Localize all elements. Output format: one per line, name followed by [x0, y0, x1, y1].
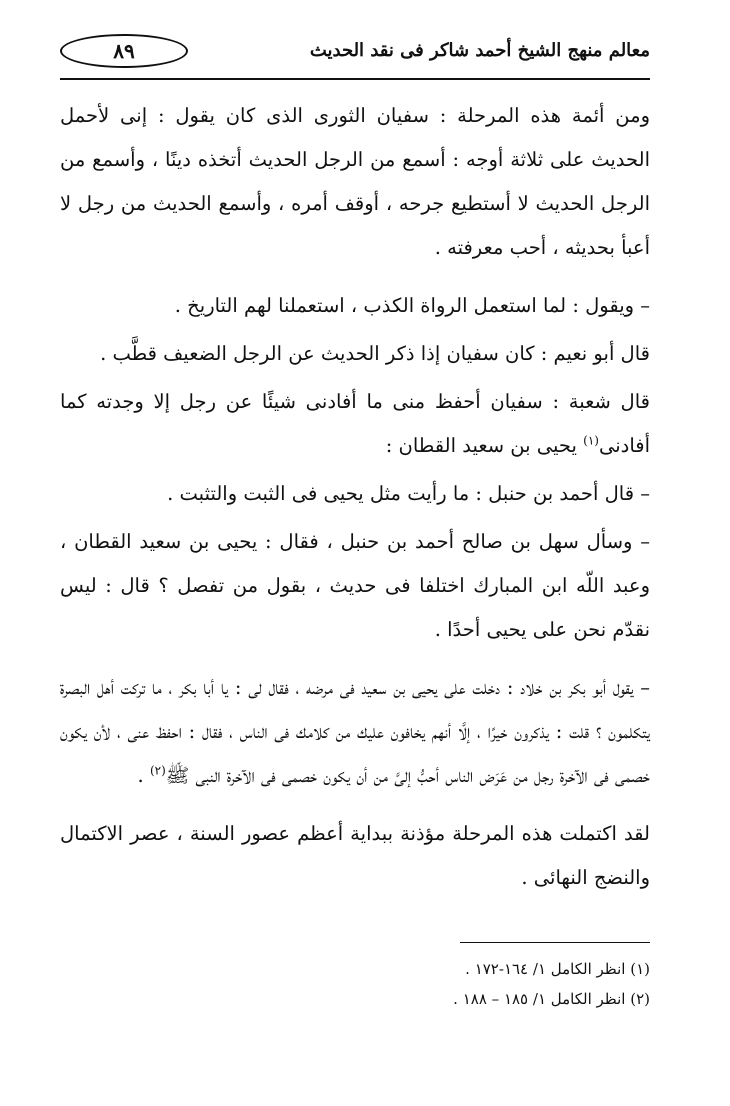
footnote-marker: (٢): [149, 763, 166, 778]
page-number: ٨٩: [60, 34, 188, 68]
paragraph: لقد اكتملت هذه المرحلة مؤذنة ببداية أعظم عصور السنة ، عصر الاكتمال والنضج النهائى .: [60, 822, 650, 889]
footnote-rule: [460, 942, 650, 943]
paragraph: [60, 380, 650, 468]
paragraph-text: .: [137, 764, 150, 787]
page-body: [60, 94, 650, 914]
paragraph-text: يحيى بن سعيد القطان :: [385, 434, 577, 457]
paragraph: – وسأل سهل بن صالح أحمد بن حنبل ، فقال : يحيى بن سعيد القطان ، وعبد اللّه ابن المبارك اختلفا فى حديث ، بقول من تفصل ؟ قال : ليس نقدّم نحن على يحيى أحدًا .: [60, 530, 650, 641]
header-rule: [60, 78, 650, 80]
footnote-marker: (١): [583, 433, 599, 448]
paragraph: قال أبو نعيم : كان سفيان إذا ذكر الحديث عن الرجل الضعيف قطَّب .: [100, 342, 650, 365]
paragraph: ومن أئمة هذه المرحلة : سفيان الثورى الذى كان يقول : إنى لأحمل الحديث على ثلاثة أوجه : أسمع من الرجل الحديث أتخذه دينًا ، وأسمع من الرجل الحديث لا أستطيع جرحه ، أوقف أمره ، وأسمع الحديث من رجل لا أعبأ بحديثه ، أحب معرفته .: [60, 104, 650, 259]
footnote: (٢) انظر الكامل ١/ ١٨٥ – ١٨٨ .: [453, 990, 650, 1008]
paragraph: – ويقول : لما استعمل الرواة الكذب ، استعملنا لهم التاريخ .: [174, 294, 650, 317]
paragraph-text: قال شعبة : سفيان أحفظ منى ما أفادنى شيئًا عن رجل إلا وجدته كما أفادنى: [60, 390, 650, 457]
footnote: (١) انظر الكامل ١/ ١٦٤-١٧٢ .: [465, 960, 650, 978]
footnotes: [60, 954, 650, 1014]
running-title: معالم منهج الشيخ أحمد شاكر فى نقد الحديث: [309, 40, 650, 61]
paragraph: [60, 666, 650, 798]
paragraph-text: – يقول أبو بكر بن خلاد : دخلت على يحيى بن سعيد فى مرضه ، فقال لى : يا أبا بكر ، ما تركت أهل البصرة يتكلمون ؟ قلت : يذكرون خيرًا ، إلَّا أنهم يخافون عليك من كلامك فى الناس ، فقال : احفظ عنى ، لأن يكون خصمى فى الآخرة رجل من عَرَض الناس أحبُّ إلىَّ من أن يكون خصمى فى الآخرة النبى ﷺ: [60, 676, 650, 787]
paragraph: – قال أحمد بن حنبل : ما رأيت مثل يحيى فى الثبت والتثبت .: [167, 482, 650, 505]
page-header: [60, 34, 650, 74]
